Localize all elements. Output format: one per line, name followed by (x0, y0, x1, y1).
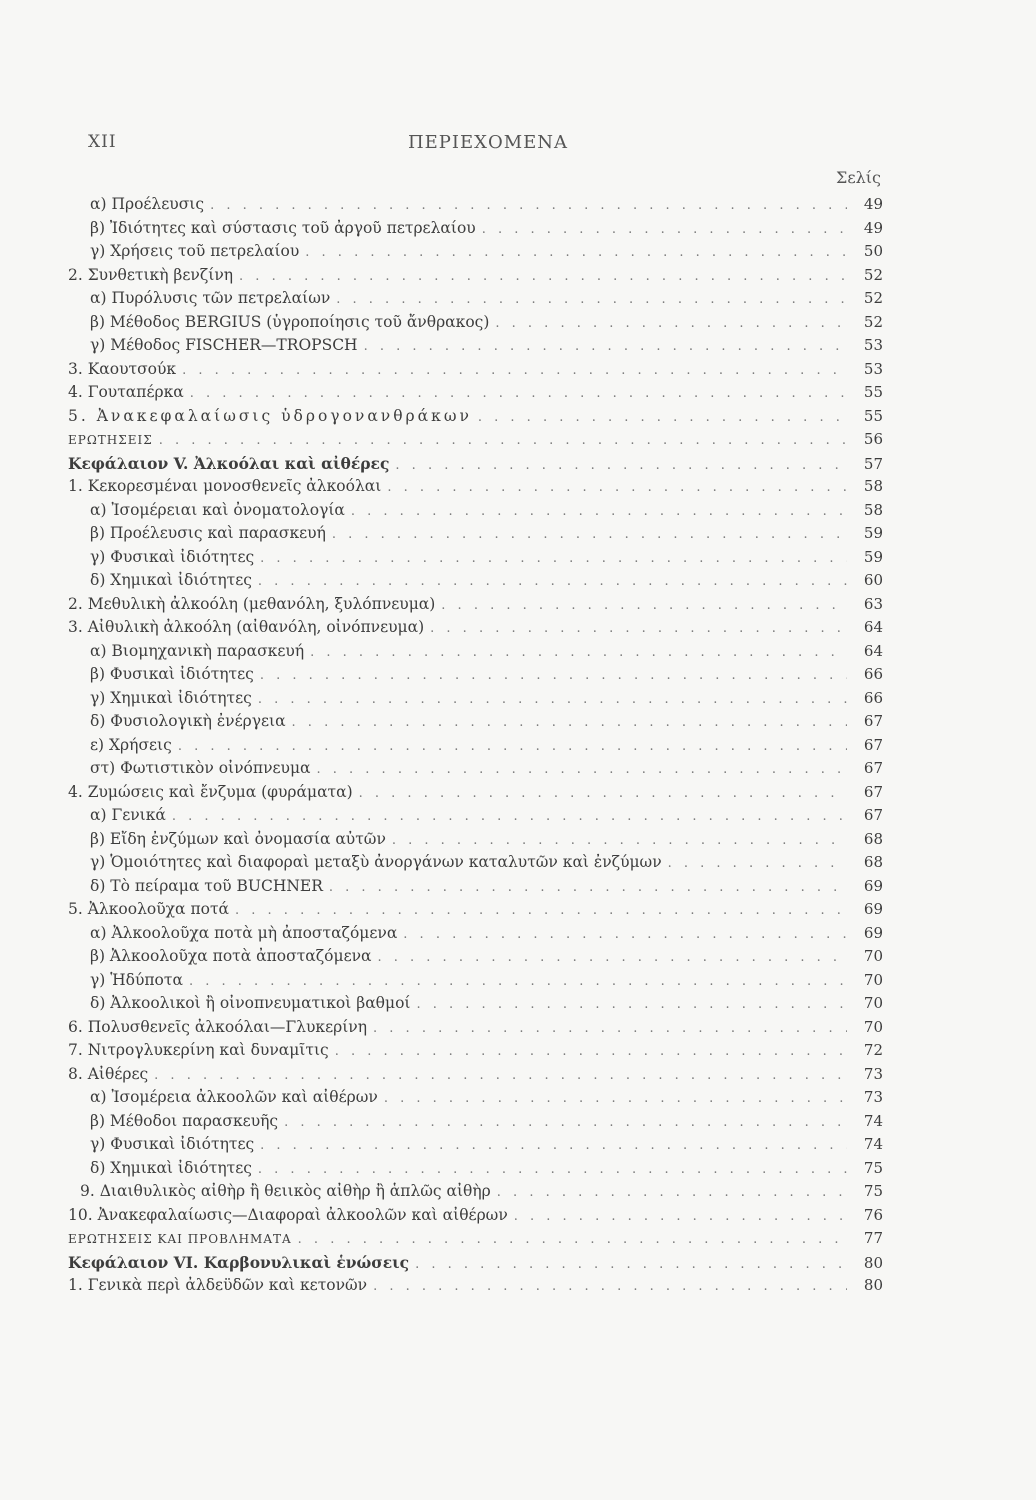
toc-entry-title: δ) Χημικαὶ ἰδιότητες (90, 1158, 252, 1177)
page-column-label: Σελίς (836, 168, 881, 187)
toc-entry-page: 60 (863, 571, 883, 589)
toc-entry-title: δ) Ἀλκοολικοὶ ἢ οἰνοπνευματικοὶ βαθμοί (90, 994, 411, 1012)
toc-entry-page: 76 (863, 1205, 883, 1224)
toc-entry-title: 3. Καουτσούκ (68, 359, 177, 378)
toc-entry (68, 806, 883, 830)
toc-entry-title: 2. Μεθυλικὴ ἀλκοόλη (μεθανόλη, ξυλόπνευμα) (68, 594, 436, 613)
dot-leader (260, 668, 847, 683)
toc-entry (68, 877, 883, 901)
toc-entry (68, 501, 883, 525)
toc-entry-page: 55 (863, 406, 883, 425)
toc-entry-page: 52 (863, 265, 883, 284)
toc-entry (68, 736, 883, 760)
dot-leader (430, 621, 847, 636)
toc-entry (68, 689, 883, 713)
toc-entry-page: 73 (863, 1088, 883, 1106)
dot-leader (417, 997, 848, 1012)
toc-entry-title: 1. Κεκορεσμέναι μονοσθενεῖς ἀλκοόλαι (68, 477, 382, 495)
toc-entry-title: α) Ἰσομέρεια ἀλκοολῶν καὶ αἰθέρων (90, 1088, 378, 1106)
toc-entry-title: 10. Ἀνακεφαλαίωσις—Διαφοραὶ ἀλκοολῶν καὶ αἰθέρων (68, 1205, 508, 1224)
toc-entry (68, 947, 883, 971)
dot-leader (497, 1185, 847, 1200)
running-title: ΠΕΡΙΕΧΟΜΕΝΑ (407, 132, 569, 153)
toc-entry-page: 67 (863, 735, 883, 754)
dot-leader (392, 833, 847, 848)
dot-leader (154, 1068, 847, 1083)
toc-entry (68, 571, 883, 595)
toc-entry-title: β) Μέθοδος BERGIUS (ὑγροποίησις τοῦ ἄνθρακος) (90, 312, 490, 331)
dot-leader (159, 433, 847, 448)
toc-entry-title: ΕΡΩΤΗΣΕΙΣ (68, 433, 153, 447)
toc-entry (68, 407, 883, 431)
toc-entry-page: 80 (863, 1253, 883, 1272)
toc-entry-page: 59 (863, 524, 883, 542)
toc-entry (68, 289, 883, 313)
toc-entry-page: 59 (863, 547, 883, 566)
toc-entry-page: 68 (863, 853, 883, 871)
dot-leader (335, 1044, 847, 1059)
dot-leader (359, 786, 847, 801)
toc-entry-page: 74 (863, 1135, 883, 1153)
toc-entry-title: β) Προέλευσις καὶ παρασκευή (90, 524, 326, 542)
toc-entry-page: 57 (863, 454, 883, 473)
toc-entry (68, 924, 883, 948)
toc-entry (68, 1065, 883, 1089)
toc-entry-title: 5. Ἀνακεφαλαίωσις ὑδρογονανθράκων (68, 406, 472, 425)
toc-entry-title: β) Εἴδη ἐνζύμων καὶ ὀνομασία αὐτῶν (90, 829, 386, 848)
dot-leader (189, 974, 847, 989)
toc-entry (68, 266, 883, 290)
toc-entry-title: β) Ἀλκοολοῦχα ποτὰ ἀποσταζόμενα (90, 947, 372, 965)
toc-entry (68, 971, 883, 995)
toc-entry-page: 64 (863, 618, 883, 636)
dot-leader (258, 574, 847, 589)
toc-entry (68, 1276, 883, 1300)
toc-entry-page: 49 (863, 218, 883, 237)
toc-entry-title: α) Πυρόλυσις τῶν πετρελαίων (90, 289, 331, 307)
toc-entry-page: 69 (863, 923, 883, 942)
toc-entry-page: 52 (863, 289, 883, 307)
toc-entry (68, 548, 883, 572)
toc-entry-page: 58 (863, 500, 883, 519)
dot-leader (403, 927, 847, 942)
toc-entry-title: 9. Διαιθυλικὸς αἰθὴρ ἢ θειικὸς αἰθὴρ ἢ ἁπλῶς αἰθὴρ (80, 1182, 491, 1200)
toc-entry-page: 66 (863, 688, 883, 707)
toc-entry-title: Κεφάλαιον VI. Καρβονυλικαὶ ἑνώσεις (68, 1252, 410, 1272)
dot-leader (317, 762, 848, 777)
toc-entry-page: 56 (863, 430, 883, 448)
toc-entry-page: 67 (863, 782, 883, 801)
toc-entry (68, 1135, 883, 1159)
dot-leader (329, 880, 847, 895)
toc-entry-title: 3. Αἰθυλικὴ ἀλκοόλη (αἰθανόλη, οἰνόπνευμα) (68, 618, 425, 636)
page-header (88, 132, 948, 158)
dot-leader (384, 1091, 847, 1106)
toc-entry-page: 64 (863, 641, 883, 660)
dot-leader (284, 1115, 847, 1130)
toc-entry-page: 75 (863, 1158, 883, 1177)
toc-entry (68, 642, 883, 666)
toc-entry (68, 383, 883, 407)
dot-leader (373, 1279, 847, 1294)
toc-entry-title: δ) Φυσιολογικὴ ἐνέργεια (90, 712, 286, 730)
toc-entry-page: 67 (863, 712, 883, 730)
toc-entry-title: 1. Γενικὰ περὶ ἀλδεϋδῶν καὶ κετονῶν (68, 1276, 368, 1294)
toc-entry-page: 69 (863, 876, 883, 895)
toc-entry-title: γ) Χρήσεις τοῦ πετρελαίου (90, 242, 300, 260)
toc-entry-title: α) Βιομηχανικὴ παρασκευή (90, 641, 305, 660)
toc-entry (68, 242, 883, 266)
toc-entry (68, 830, 883, 854)
toc-entry-title: 7. Νιτρογλυκερίνη καὶ δυναμῖτις (68, 1041, 329, 1059)
toc-entry-title: ΕΡΩΤΗΣΕΙΣ ΚΑΙ ΠΡΟΒΛΗΜΑΤΑ (68, 1232, 292, 1246)
toc-entry-page: 52 (863, 312, 883, 331)
toc-entry-title: 5. Ἀλκοολοῦχα ποτά (68, 900, 230, 918)
toc-entry-title: γ) Φυσικαὶ ἰδιότητες (90, 1135, 255, 1153)
dot-leader (260, 551, 847, 566)
toc-entry-page: 53 (863, 359, 883, 378)
toc-entry (68, 1041, 883, 1065)
dot-leader (260, 1138, 847, 1153)
toc-entry (68, 1018, 883, 1042)
toc-entry-page: 68 (863, 829, 883, 848)
toc-entry-title: 8. Αἰθέρες (68, 1064, 149, 1083)
toc-entry-page: 70 (863, 947, 883, 965)
toc-entry-title: δ) Χημικαὶ ἰδιότητες (90, 571, 252, 589)
toc-entry-title: 2. Συνθετικὴ βενζίνη (68, 265, 234, 284)
toc-entry-title: Κεφάλαιον V. Ἀλκοόλαι καὶ αἰθέρες (68, 453, 390, 473)
toc-entry (68, 1088, 883, 1112)
toc-entry-page: 67 (863, 759, 883, 777)
toc-entry (68, 1229, 883, 1253)
toc-entry-title: γ) Φυσικαὶ ἰδιότητες (90, 547, 255, 566)
dot-leader (332, 527, 847, 542)
toc-entry (68, 665, 883, 689)
dot-leader (478, 410, 847, 425)
toc-entry-title: β) Φυσικαὶ ἰδιότητες (90, 665, 254, 683)
toc-entry (68, 219, 883, 243)
toc-entry (68, 1159, 883, 1183)
toc-entry-page: 50 (863, 242, 883, 260)
toc-entry (68, 454, 883, 478)
toc-entry (68, 712, 883, 736)
dot-leader (514, 1209, 847, 1224)
toc-entry (68, 595, 883, 619)
toc-entry-title: γ) Ὁμοιότητες καὶ διαφοραὶ μεταξὺ ἀνοργάνων καταλυτῶν καὶ ἐνζύμων (90, 853, 662, 871)
dot-leader (441, 598, 847, 613)
toc-entry-page: 55 (863, 383, 883, 401)
toc-entry-title: 6. Πολυσθενεῖς ἀλκοόλαι—Γλυκερίνη (68, 1017, 368, 1036)
toc-entry-title: δ) Τὸ πείραμα τοῦ BUCHNER (90, 876, 323, 895)
dot-leader (395, 458, 847, 473)
toc-entry-title: γ) Μέθοδος FISCHER—TROPSCH (90, 336, 358, 354)
toc-entry-title: γ) Χημικαὶ ἰδιότητες (90, 688, 252, 707)
toc-entry-title: β) Μέθοδοι παρασκευῆς (90, 1111, 279, 1130)
toc-entry-page: 49 (863, 195, 883, 213)
toc-entry-title: α) Ἰσομέρειαι καὶ ὀνοματολογία (90, 500, 345, 519)
dot-leader (235, 903, 847, 918)
toc-entry (68, 430, 883, 454)
toc-entry-title: 4. Γουταπέρκα (68, 383, 184, 401)
dot-leader (182, 363, 847, 378)
dot-leader (292, 715, 847, 730)
dot-leader (482, 222, 847, 237)
dot-leader (258, 1162, 847, 1177)
dot-leader (178, 739, 847, 754)
toc-entry-page: 72 (863, 1041, 883, 1059)
toc-entry-page: 70 (863, 970, 883, 989)
toc-entry-title: α) Ἀλκοολοῦχα ποτὰ μὴ ἀποσταζόμενα (90, 923, 398, 942)
toc-entry-page: 58 (863, 477, 883, 495)
toc-entry-page: 70 (863, 1017, 883, 1036)
dot-leader (378, 950, 848, 965)
page-number: XII (88, 132, 117, 152)
toc-entry (68, 853, 883, 877)
dot-leader (415, 1257, 847, 1272)
dot-leader (305, 245, 847, 260)
dot-leader (172, 809, 847, 824)
dot-leader (210, 198, 847, 213)
toc-entry (68, 313, 883, 337)
toc-entry-page: 73 (863, 1064, 883, 1083)
toc-entry (68, 783, 883, 807)
toc-entry-title: β) Ἰδιότητες καὶ σύστασις τοῦ ἀργοῦ πετρελαίου (90, 218, 476, 237)
toc-entry-page: 80 (863, 1276, 883, 1294)
dot-leader (258, 692, 847, 707)
toc-entry (68, 477, 883, 501)
toc-entry (68, 195, 883, 219)
toc-entry (68, 900, 883, 924)
toc-entry-title: στ) Φωτιστικὸν οἰνόπνευμα (90, 759, 311, 777)
toc-entry (68, 618, 883, 642)
toc-entry (68, 524, 883, 548)
toc-entry-page: 53 (863, 336, 883, 354)
dot-leader (336, 292, 847, 307)
toc-entry-title: 4. Ζυμώσεις καὶ ἔνζυμα (φυράματα) (68, 782, 353, 801)
toc-entry-title: γ) Ἡδύποτα (90, 970, 183, 989)
toc-entry-title: α) Προέλευσις (90, 195, 205, 213)
toc-entry (68, 1182, 883, 1206)
toc-entry-page: 77 (863, 1229, 883, 1247)
dot-leader (373, 1021, 847, 1036)
toc-entry-page: 63 (863, 594, 883, 613)
dot-leader (239, 269, 847, 284)
dot-leader (351, 504, 847, 519)
toc-entry (68, 1206, 883, 1230)
toc-entry-page: 70 (863, 994, 883, 1012)
toc-entry (68, 336, 883, 360)
dot-leader (298, 1232, 847, 1247)
dot-leader (190, 386, 847, 401)
dot-leader (387, 480, 847, 495)
table-of-contents (68, 195, 883, 1300)
dot-leader (310, 645, 847, 660)
dot-leader (364, 339, 847, 354)
dot-leader (495, 316, 847, 331)
toc-entry (68, 759, 883, 783)
toc-entry-page: 69 (863, 900, 883, 918)
toc-entry (68, 1112, 883, 1136)
dot-leader (668, 856, 847, 871)
toc-entry-page: 75 (863, 1182, 883, 1200)
toc-entry-title: α) Γενικά (90, 806, 166, 824)
toc-entry (68, 994, 883, 1018)
toc-entry-page: 66 (863, 665, 883, 683)
toc-entry (68, 360, 883, 384)
toc-entry-page: 67 (863, 806, 883, 824)
toc-entry (68, 1253, 883, 1277)
toc-entry-page: 74 (863, 1111, 883, 1130)
toc-entry-title: ε) Χρήσεις (90, 735, 172, 754)
